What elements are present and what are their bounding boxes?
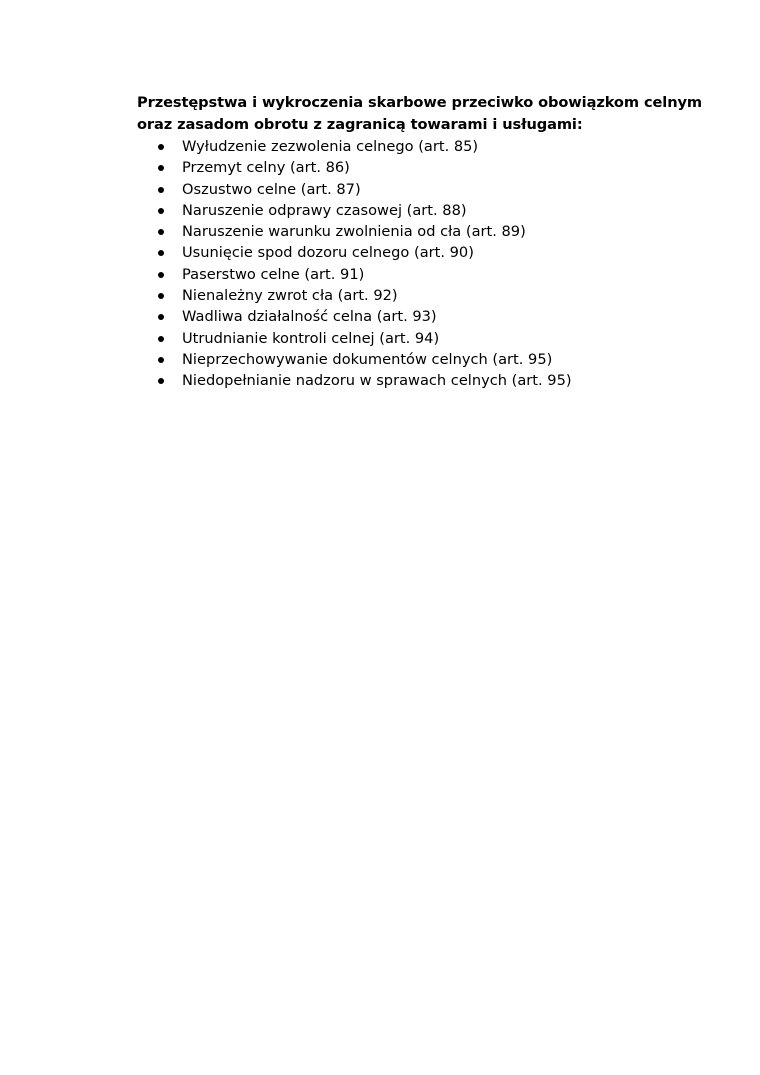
list-item	[137, 242, 677, 263]
bullet-icon	[158, 250, 164, 256]
list-item	[137, 328, 677, 349]
bullet-icon	[158, 187, 164, 193]
list-item-text: Przemyt celny (art. 86)	[182, 159, 350, 177]
list-item-text: Nienależny zwrot cła (art. 92)	[182, 287, 398, 305]
list-item-text: Naruszenie odprawy czasowej (art. 88)	[182, 201, 467, 219]
bullet-icon	[158, 272, 164, 278]
bullet-icon	[158, 336, 164, 342]
bullet-icon	[158, 357, 164, 363]
list-item	[137, 221, 677, 242]
section-heading	[137, 92, 703, 136]
list-item	[137, 157, 677, 178]
list-item	[137, 285, 677, 306]
list-item-text: Utrudnianie kontroli celnej (art. 94)	[182, 329, 440, 347]
list-item	[137, 136, 677, 157]
offense-list	[137, 136, 677, 392]
list-item	[137, 370, 677, 391]
list-item-text: Usunięcie spod dozoru celnego (art. 90)	[182, 244, 474, 262]
list-item-text: Wadliwa działalność celna (art. 93)	[182, 308, 437, 326]
list-item-text: Naruszenie warunku zwolnienia od cła (art. 89)	[182, 223, 526, 241]
list-item-text: Nieprzechowywanie dokumentów celnych (art. 95)	[182, 350, 553, 368]
list-item-text: Wyłudzenie zezwolenia celnego (art. 85)	[182, 138, 479, 155]
heading-line-2: oraz zasadom obrotu z zagranicą towarami i usługami:	[137, 116, 583, 133]
list-item-text: Oszustwo celne (art. 87)	[182, 180, 361, 198]
bullet-icon	[158, 144, 164, 150]
list-item	[137, 306, 677, 327]
list-item	[137, 349, 677, 370]
list-item	[137, 179, 677, 200]
heading-line-1: Przestępstwa i wykroczenia skarbowe przeciwko obowiązkom celnym	[137, 94, 703, 111]
bullet-icon	[158, 293, 164, 299]
list-item-text: Niedopełnianie nadzoru w sprawach celnych (art. 95)	[182, 372, 572, 390]
bullet-icon	[158, 314, 164, 320]
bullet-icon	[158, 229, 164, 235]
bullet-icon	[158, 378, 164, 384]
list-item-text: Paserstwo celne (art. 91)	[182, 265, 365, 283]
bullet-icon	[158, 208, 164, 214]
document-content	[137, 92, 703, 392]
list-item	[137, 264, 677, 285]
list-item	[137, 200, 677, 221]
bullet-icon	[158, 165, 164, 171]
